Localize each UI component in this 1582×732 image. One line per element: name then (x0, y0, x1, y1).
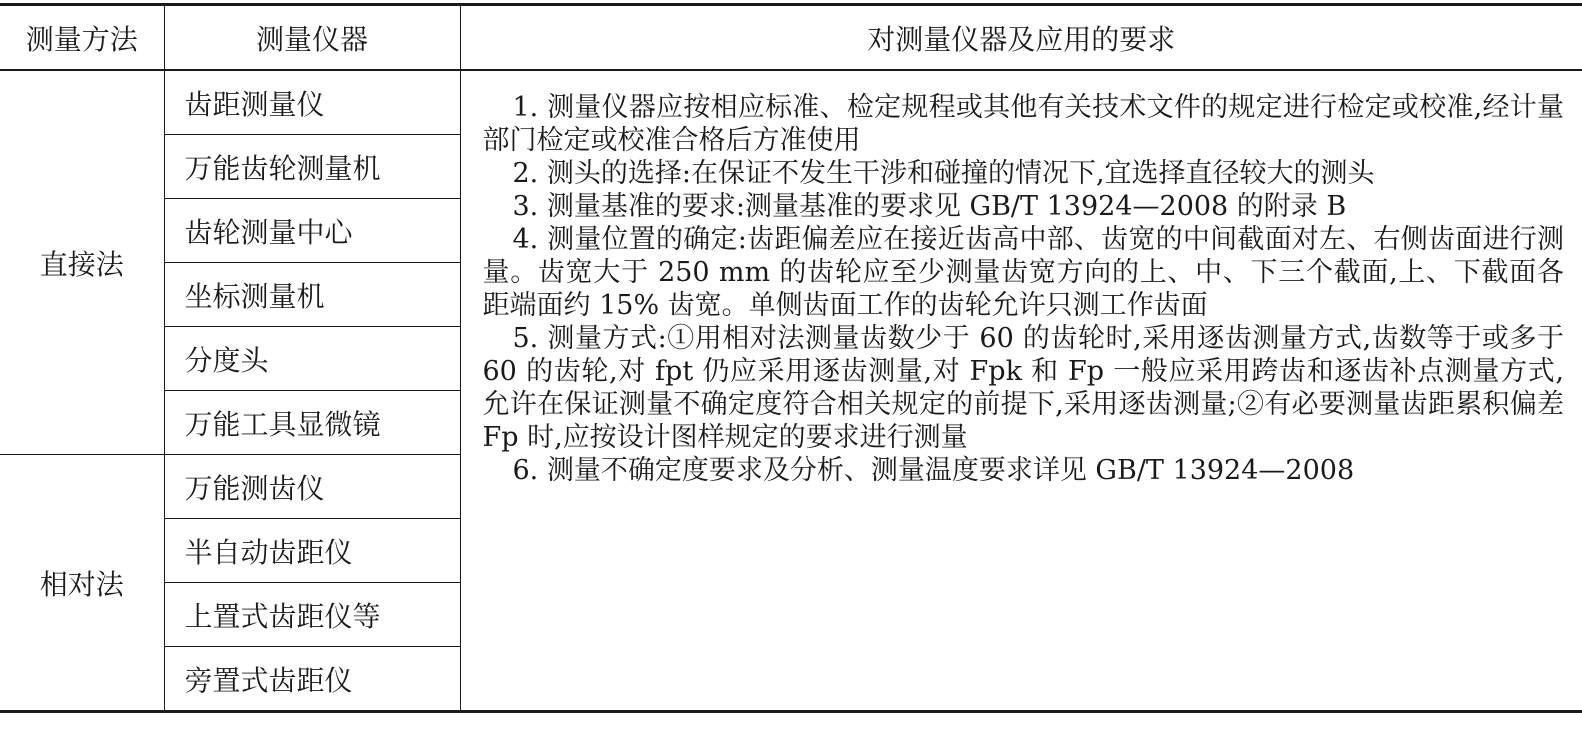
measurement-requirements-table (0, 3, 1582, 713)
requirement-item-6: 6. 测量不确定度要求及分析、测量温度要求详见 GB/T 13924—2008 (512, 455, 1355, 486)
instrument-cell: 半自动齿距仪 (164, 519, 460, 583)
instrument-cell: 万能工具显微镜 (164, 391, 460, 455)
header-instrument: 测量仪器 (164, 5, 460, 71)
requirement-item-4: 4. 测量位置的确定:齿距偏差应在接近齿高中部、齿宽的中间截面对左、右侧齿面进行测量。齿宽大于 250 mm 的齿轮应至少测量齿宽方向的上、中、下三个截面,上、下截面各距端面约 15% 齿宽。单侧齿面工作的齿轮允许只测工作齿面 (482, 224, 1564, 321)
instrument-cell: 上置式齿距仪等 (164, 583, 460, 647)
requirement-item-2: 2. 测头的选择:在保证不发生干涉和碰撞的情况下,宜选择直径较大的测头 (512, 158, 1375, 189)
requirements-cell (460, 70, 1582, 712)
requirement-item-5: 5. 测量方式:①用相对法测量齿数少于 60 的齿轮时,采用逐齿测量方式,齿数等于或多于 60 的齿轮,对 fpt 仍应采用逐齿测量,对 Fpk 和 Fp 一般应采用跨齿和逐齿补点测量方式,允许在保证测量不确定度符合相关规定的前提下,采用逐齿测量;②有必要测量齿距累积偏差 Fp 时,应按设计图样规定的要求进行测量 (482, 323, 1564, 453)
header-requirements: 对测量仪器及应用的要求 (460, 5, 1582, 71)
method-direct: 直接法 (0, 70, 164, 455)
header-row (0, 5, 1582, 71)
instrument-cell: 万能测齿仪 (164, 455, 460, 519)
requirement-item-3: 3. 测量基准的要求:测量基准的要求见 GB/T 13924—2008 的附录 B (512, 191, 1347, 222)
table-row (0, 70, 1582, 135)
instrument-cell: 旁置式齿距仪 (164, 647, 460, 712)
method-relative: 相对法 (0, 455, 164, 712)
header-method: 测量方法 (0, 5, 164, 71)
instrument-cell: 齿轮测量中心 (164, 199, 460, 263)
instrument-cell: 齿距测量仪 (164, 70, 460, 135)
instrument-cell: 万能齿轮测量机 (164, 135, 460, 199)
requirement-item-1: 1. 测量仪器应按相应标准、检定规程或其他有关技术文件的规定进行检定或校准,经计量部门检定或校准合格后方准使用 (482, 92, 1564, 156)
instrument-cell: 分度头 (164, 327, 460, 391)
instrument-cell: 坐标测量机 (164, 263, 460, 327)
